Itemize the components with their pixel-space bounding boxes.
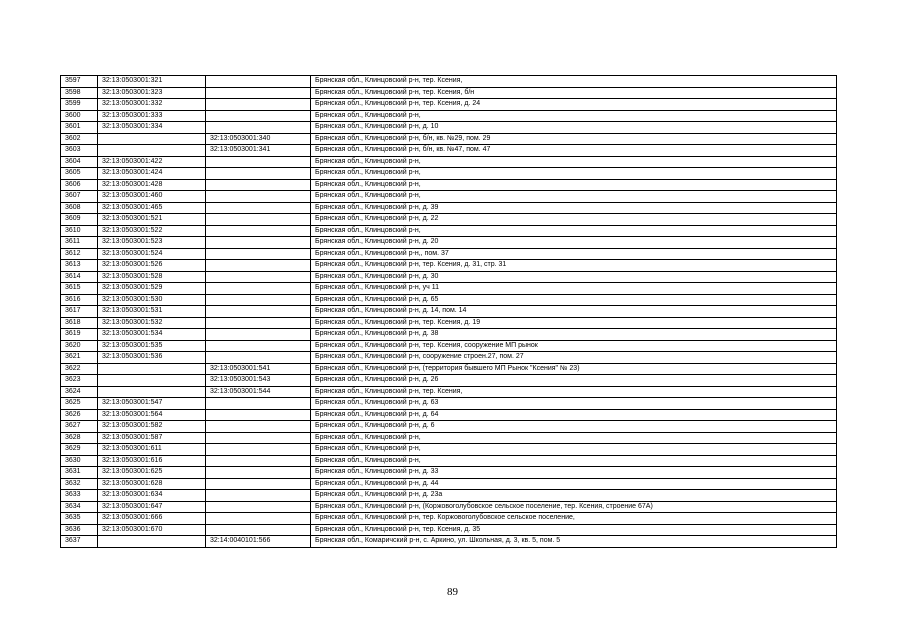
- parent-cadastral-number-cell: 32:13:0503001:340: [206, 133, 311, 145]
- parent-cadastral-number-cell: [206, 398, 311, 410]
- cadastral-number-cell: 32:13:0503001:547: [98, 398, 206, 410]
- parent-cadastral-number-cell: [206, 110, 311, 122]
- cadastral-number-cell: 32:13:0503001:670: [98, 524, 206, 536]
- cadastral-number-cell: 32:13:0503001:531: [98, 306, 206, 318]
- address-cell: Брянская обл., Клинцовский р-н, б/н, кв. №47, пом. 47: [311, 145, 837, 157]
- address-cell: Брянская обл., Клинцовский р-н, д. 64: [311, 409, 837, 421]
- row-number-cell: 3608: [61, 202, 98, 214]
- parent-cadastral-number-cell: [206, 421, 311, 433]
- cadastral-number-cell: 32:13:0503001:647: [98, 501, 206, 513]
- address-cell: Брянская обл., Клинцовский р-н, д. 39: [311, 202, 837, 214]
- cadastral-number-cell: 32:13:0503001:332: [98, 99, 206, 111]
- row-number-cell: 3597: [61, 76, 98, 88]
- parent-cadastral-number-cell: [206, 168, 311, 180]
- parent-cadastral-number-cell: [206, 340, 311, 352]
- address-cell: Брянская обл., Клинцовский р-н, (Коржовоголубовское сельское поселение, тер. Ксения, строение 67А): [311, 501, 837, 513]
- cadastral-number-cell: 32:13:0503001:532: [98, 317, 206, 329]
- cadastral-number-cell: 32:13:0503001:460: [98, 191, 206, 203]
- table-row: [61, 294, 837, 306]
- address-cell: Брянская обл., Клинцовский р-н, д. 10: [311, 122, 837, 134]
- table-row: [61, 156, 837, 168]
- address-cell: Брянская обл., Клинцовский р-н, д. 44: [311, 478, 837, 490]
- page-number: 89: [447, 586, 458, 598]
- row-number-cell: 3630: [61, 455, 98, 467]
- parent-cadastral-number-cell: 32:13:0503001:543: [206, 375, 311, 387]
- table-row: [61, 306, 837, 318]
- parent-cadastral-number-cell: [206, 317, 311, 329]
- table-row: [61, 363, 837, 375]
- row-number-cell: 3606: [61, 179, 98, 191]
- address-cell: Брянская обл., Клинцовский р-н, тер. Коржовоголубовское сельское поселение,: [311, 513, 837, 525]
- parent-cadastral-number-cell: [206, 122, 311, 134]
- parent-cadastral-number-cell: [206, 513, 311, 525]
- parent-cadastral-number-cell: [206, 99, 311, 111]
- table-row: [61, 467, 837, 479]
- cadastral-number-cell: 32:13:0503001:465: [98, 202, 206, 214]
- table-row: [61, 478, 837, 490]
- table-row: [61, 329, 837, 341]
- address-cell: Брянская обл., Клинцовский р-н, сооружение строен.27, пом. 27: [311, 352, 837, 364]
- cadastral-number-cell: [98, 363, 206, 375]
- address-cell: Брянская обл., Клинцовский р-н,: [311, 225, 837, 237]
- cadastral-number-cell: 32:13:0503001:616: [98, 455, 206, 467]
- address-cell: Брянская обл., Комаричский р-н, с. Аркино, ул. Школьная, д. 3, кв. 5, пом. 5: [311, 536, 837, 548]
- table-row: [61, 409, 837, 421]
- address-cell: Брянская обл., Клинцовский р-н, (территория бывшего МП Рынок "Ксения" № 23): [311, 363, 837, 375]
- table-row: [61, 76, 837, 88]
- cadastral-number-cell: 32:13:0503001:628: [98, 478, 206, 490]
- address-cell: Брянская обл., Клинцовский р-н, тер. Ксения, д. 35: [311, 524, 837, 536]
- cadastral-number-cell: 32:13:0503001:666: [98, 513, 206, 525]
- table-row: [61, 421, 837, 433]
- table-row: [61, 87, 837, 99]
- parent-cadastral-number-cell: [206, 260, 311, 272]
- cadastral-number-cell: 32:13:0503001:530: [98, 294, 206, 306]
- cadastral-number-cell: 32:13:0503001:529: [98, 283, 206, 295]
- address-cell: Брянская обл., Клинцовский р-н,: [311, 444, 837, 456]
- table-row: [61, 283, 837, 295]
- row-number-cell: 3634: [61, 501, 98, 513]
- parent-cadastral-number-cell: [206, 501, 311, 513]
- cadastral-number-cell: [98, 536, 206, 548]
- row-number-cell: 3614: [61, 271, 98, 283]
- table-row: [61, 375, 837, 387]
- cadastral-number-cell: 32:13:0503001:534: [98, 329, 206, 341]
- parent-cadastral-number-cell: [206, 271, 311, 283]
- row-number-cell: 3617: [61, 306, 98, 318]
- table-row: [61, 536, 837, 548]
- parent-cadastral-number-cell: [206, 467, 311, 479]
- row-number-cell: 3622: [61, 363, 98, 375]
- row-number-cell: 3627: [61, 421, 98, 433]
- parent-cadastral-number-cell: [206, 248, 311, 260]
- cadastral-number-cell: 32:13:0503001:428: [98, 179, 206, 191]
- table-row: [61, 524, 837, 536]
- row-number-cell: 3600: [61, 110, 98, 122]
- row-number-cell: 3631: [61, 467, 98, 479]
- row-number-cell: 3605: [61, 168, 98, 180]
- address-cell: Брянская обл., Клинцовский р-н, уч 11: [311, 283, 837, 295]
- row-number-cell: 3619: [61, 329, 98, 341]
- parent-cadastral-number-cell: [206, 409, 311, 421]
- parent-cadastral-number-cell: [206, 87, 311, 99]
- row-number-cell: 3637: [61, 536, 98, 548]
- address-cell: Брянская обл., Клинцовский р-н, тер. Ксения, б/н: [311, 87, 837, 99]
- row-number-cell: 3612: [61, 248, 98, 260]
- address-cell: Брянская обл., Клинцовский р-н, д. 65: [311, 294, 837, 306]
- address-cell: Брянская обл., Клинцовский р-н,: [311, 432, 837, 444]
- row-number-cell: 3636: [61, 524, 98, 536]
- cadastral-number-cell: 32:13:0503001:321: [98, 76, 206, 88]
- address-cell: Брянская обл., Клинцовский р-н, д. 33: [311, 467, 837, 479]
- cadastral-number-cell: 32:13:0503001:535: [98, 340, 206, 352]
- row-number-cell: 3616: [61, 294, 98, 306]
- row-number-cell: 3621: [61, 352, 98, 364]
- address-cell: Брянская обл., Клинцовский р-н, д. 23а: [311, 490, 837, 502]
- row-number-cell: 3610: [61, 225, 98, 237]
- address-cell: Брянская обл., Клинцовский р-н,: [311, 110, 837, 122]
- address-cell: Брянская обл., Клинцовский р-н, д. 26: [311, 375, 837, 387]
- table-row: [61, 260, 837, 272]
- cadastral-number-cell: 32:13:0503001:528: [98, 271, 206, 283]
- cadastral-number-cell: 32:13:0503001:422: [98, 156, 206, 168]
- cadastral-number-cell: 32:13:0503001:323: [98, 87, 206, 99]
- cadastral-number-cell: 32:13:0503001:523: [98, 237, 206, 249]
- address-cell: Брянская обл., Клинцовский р-н, тер. Ксения,: [311, 76, 837, 88]
- address-cell: Брянская обл., Клинцовский р-н, д. 63: [311, 398, 837, 410]
- address-cell: Брянская обл., Клинцовский р-н, д. 6: [311, 421, 837, 433]
- cadastral-number-cell: 32:13:0503001:526: [98, 260, 206, 272]
- parent-cadastral-number-cell: 32:14:0040101:566: [206, 536, 311, 548]
- address-cell: Брянская обл., Клинцовский р-н, д. 30: [311, 271, 837, 283]
- cadastral-number-cell: 32:13:0503001:611: [98, 444, 206, 456]
- cadastral-number-cell: [98, 133, 206, 145]
- row-number-cell: 3598: [61, 87, 98, 99]
- table-row: [61, 352, 837, 364]
- table-row: [61, 340, 837, 352]
- table-row: [61, 225, 837, 237]
- address-cell: Брянская обл., Клинцовский р-н, тер. Ксения, д. 24: [311, 99, 837, 111]
- row-number-cell: 3604: [61, 156, 98, 168]
- cadastral-number-cell: 32:13:0503001:587: [98, 432, 206, 444]
- table-row: [61, 110, 837, 122]
- table-row: [61, 202, 837, 214]
- table-row: [61, 248, 837, 260]
- row-number-cell: 3618: [61, 317, 98, 329]
- address-cell: Брянская обл., Клинцовский р-н,: [311, 191, 837, 203]
- parent-cadastral-number-cell: [206, 214, 311, 226]
- table-row: [61, 386, 837, 398]
- table-row: [61, 122, 837, 134]
- cadastral-number-cell: 32:13:0503001:524: [98, 248, 206, 260]
- row-number-cell: 3629: [61, 444, 98, 456]
- address-cell: Брянская обл., Клинцовский р-н, тер. Ксения, сооружение МП рынок: [311, 340, 837, 352]
- address-cell: Брянская обл., Клинцовский р-н, д. 38: [311, 329, 837, 341]
- parent-cadastral-number-cell: [206, 191, 311, 203]
- parent-cadastral-number-cell: [206, 455, 311, 467]
- table-row: [61, 455, 837, 467]
- table-row: [61, 398, 837, 410]
- cadastral-number-cell: 32:13:0503001:424: [98, 168, 206, 180]
- table-row: [61, 99, 837, 111]
- parent-cadastral-number-cell: [206, 202, 311, 214]
- parent-cadastral-number-cell: [206, 524, 311, 536]
- parent-cadastral-number-cell: [206, 352, 311, 364]
- table-row: [61, 513, 837, 525]
- cadastral-number-cell: 32:13:0503001:521: [98, 214, 206, 226]
- row-number-cell: 3620: [61, 340, 98, 352]
- cadastral-number-cell: 32:13:0503001:625: [98, 467, 206, 479]
- parent-cadastral-number-cell: [206, 306, 311, 318]
- row-number-cell: 3609: [61, 214, 98, 226]
- row-number-cell: 3599: [61, 99, 98, 111]
- cadastral-number-cell: 32:13:0503001:333: [98, 110, 206, 122]
- table-row: [61, 490, 837, 502]
- parent-cadastral-number-cell: [206, 432, 311, 444]
- address-cell: Брянская обл., Клинцовский р-н, д. 22: [311, 214, 837, 226]
- row-number-cell: 3601: [61, 122, 98, 134]
- row-number-cell: 3635: [61, 513, 98, 525]
- address-cell: Брянская обл., Клинцовский р-н, д. 14, пом. 14: [311, 306, 837, 318]
- table-row: [61, 179, 837, 191]
- table-row: [61, 168, 837, 180]
- parent-cadastral-number-cell: [206, 179, 311, 191]
- address-cell: Брянская обл., Клинцовский р-н,: [311, 179, 837, 191]
- parent-cadastral-number-cell: [206, 478, 311, 490]
- address-cell: Брянская обл., Клинцовский р-н,: [311, 455, 837, 467]
- address-cell: Брянская обл., Клинцовский р-н, тер. Ксения,: [311, 386, 837, 398]
- cadastral-number-cell: 32:13:0503001:334: [98, 122, 206, 134]
- parent-cadastral-number-cell: [206, 283, 311, 295]
- address-cell: Брянская обл., Клинцовский р-н,, пом. 37: [311, 248, 837, 260]
- address-cell: Брянская обл., Клинцовский р-н, тер. Ксения, д. 19: [311, 317, 837, 329]
- parent-cadastral-number-cell: [206, 237, 311, 249]
- parent-cadastral-number-cell: [206, 156, 311, 168]
- row-number-cell: 3611: [61, 237, 98, 249]
- parent-cadastral-number-cell: [206, 225, 311, 237]
- row-number-cell: 3603: [61, 145, 98, 157]
- address-cell: Брянская обл., Клинцовский р-н,: [311, 168, 837, 180]
- cadastral-number-cell: 32:13:0503001:536: [98, 352, 206, 364]
- table-row: [61, 432, 837, 444]
- table-row: [61, 237, 837, 249]
- cadastral-number-cell: 32:13:0503001:564: [98, 409, 206, 421]
- address-cell: Брянская обл., Клинцовский р-н,: [311, 156, 837, 168]
- row-number-cell: 3632: [61, 478, 98, 490]
- table-row: [61, 214, 837, 226]
- parent-cadastral-number-cell: [206, 329, 311, 341]
- parent-cadastral-number-cell: 32:13:0503001:341: [206, 145, 311, 157]
- row-number-cell: 3626: [61, 409, 98, 421]
- parent-cadastral-number-cell: [206, 76, 311, 88]
- parent-cadastral-number-cell: [206, 490, 311, 502]
- row-number-cell: 3602: [61, 133, 98, 145]
- parent-cadastral-number-cell: [206, 444, 311, 456]
- table-row: [61, 271, 837, 283]
- row-number-cell: 3624: [61, 386, 98, 398]
- cadastral-number-cell: [98, 386, 206, 398]
- address-cell: Брянская обл., Клинцовский р-н, тер. Ксения, д. 31, стр. 31: [311, 260, 837, 272]
- cadastral-number-cell: 32:13:0503001:582: [98, 421, 206, 433]
- parent-cadastral-number-cell: 32:13:0503001:544: [206, 386, 311, 398]
- cadastral-number-cell: 32:13:0503001:522: [98, 225, 206, 237]
- address-cell: Брянская обл., Клинцовский р-н, д. 20: [311, 237, 837, 249]
- cadastral-number-cell: [98, 375, 206, 387]
- cadastral-number-cell: 32:13:0503001:634: [98, 490, 206, 502]
- table-row: [61, 444, 837, 456]
- row-number-cell: 3623: [61, 375, 98, 387]
- row-number-cell: 3607: [61, 191, 98, 203]
- row-number-cell: 3613: [61, 260, 98, 272]
- address-cell: Брянская обл., Клинцовский р-н, б/н, кв. №29, пом. 29: [311, 133, 837, 145]
- registry-table-body: [61, 76, 837, 548]
- row-number-cell: 3625: [61, 398, 98, 410]
- row-number-cell: 3633: [61, 490, 98, 502]
- property-registry-table: [60, 75, 837, 548]
- parent-cadastral-number-cell: 32:13:0503001:541: [206, 363, 311, 375]
- table-row: [61, 191, 837, 203]
- table-row: [61, 317, 837, 329]
- table-row: [61, 145, 837, 157]
- row-number-cell: 3628: [61, 432, 98, 444]
- table-row: [61, 133, 837, 145]
- parent-cadastral-number-cell: [206, 294, 311, 306]
- row-number-cell: 3615: [61, 283, 98, 295]
- table-row: [61, 501, 837, 513]
- cadastral-number-cell: [98, 145, 206, 157]
